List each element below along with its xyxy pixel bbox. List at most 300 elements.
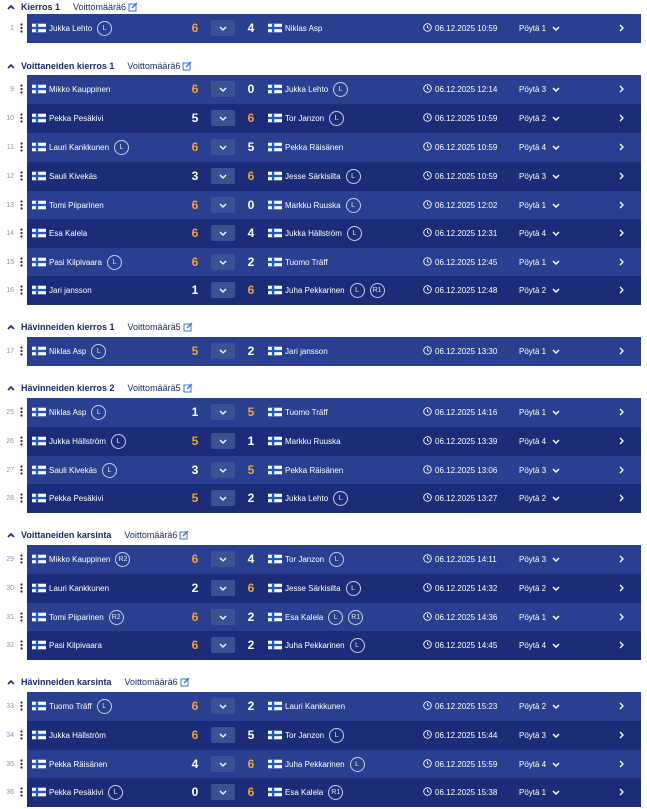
drag-handle-icon[interactable]: [16, 493, 26, 503]
match-number: 13: [6, 201, 14, 209]
chevron-right-icon[interactable]: [617, 613, 625, 621]
drag-handle-icon[interactable]: [16, 554, 26, 564]
drag-handle-icon[interactable]: [16, 465, 26, 475]
expand-score-button[interactable]: [211, 727, 235, 743]
match-number: 1: [10, 24, 14, 32]
player-two[interactable]: [263, 436, 423, 446]
player-one[interactable]: [27, 84, 185, 94]
match-row[interactable]: [0, 484, 647, 513]
table-select[interactable]: [519, 229, 581, 238]
table-select[interactable]: [519, 286, 581, 295]
match-row[interactable]: [0, 276, 647, 305]
match-row[interactable]: [0, 631, 647, 660]
player-one-score: 6: [191, 255, 199, 270]
table-select[interactable]: [519, 143, 581, 152]
match-number: 32: [6, 641, 14, 649]
player-badge: L: [107, 255, 122, 270]
player-one-score: 6: [191, 21, 199, 36]
table-select[interactable]: [519, 613, 581, 622]
player-one[interactable]: [27, 344, 185, 359]
player-two-score: 4: [247, 21, 255, 36]
expand-score-button[interactable]: [211, 756, 235, 772]
match-time-text: 06.12.2025 15:59: [435, 759, 498, 769]
drag-handle-icon[interactable]: [16, 23, 26, 33]
table-select[interactable]: [519, 172, 581, 181]
drag-handle-icon[interactable]: [16, 257, 26, 267]
player-two[interactable]: [263, 465, 423, 475]
match-time-text: 06.12.2025 12:48: [435, 285, 498, 295]
clock-icon: [423, 583, 435, 594]
chevron-right-icon[interactable]: [617, 24, 625, 32]
match-bar: [27, 721, 641, 750]
player-two-name: Tor Janzon: [285, 730, 325, 740]
finland-flag-icon: [268, 730, 282, 740]
player-badge: R2: [115, 552, 130, 567]
drag-handle-icon[interactable]: [16, 730, 26, 740]
round-section: [0, 320, 647, 334]
table-select[interactable]: [519, 408, 581, 417]
chevron-up-icon[interactable]: [6, 322, 16, 332]
table-select-value: Pöytä 1: [519, 787, 547, 797]
player-one-name: Esa Kalela: [49, 228, 88, 238]
player-two-score: 2: [247, 255, 255, 270]
drag-handle-icon[interactable]: [16, 787, 26, 797]
player-two-score: 6: [247, 283, 255, 298]
clock-icon: [423, 142, 435, 153]
player-one-name: Pasi Kilpivaara: [49, 257, 102, 267]
chevron-down-icon[interactable]: [546, 286, 560, 295]
match-row[interactable]: [0, 14, 647, 43]
chevron-right-icon[interactable]: [617, 408, 625, 416]
match-number: 34: [6, 731, 14, 739]
edit-icon[interactable]: [183, 322, 193, 332]
table-select[interactable]: [519, 437, 581, 446]
player-one-score: 0: [191, 785, 199, 800]
expand-score-button[interactable]: [211, 254, 235, 270]
player-one[interactable]: [27, 610, 185, 625]
drag-handle-icon[interactable]: [16, 759, 26, 769]
clock-icon: [423, 200, 435, 211]
player-two[interactable]: [263, 638, 423, 653]
match-time-text: 06.12.2025 10:59: [435, 113, 498, 123]
player-two[interactable]: [263, 785, 423, 800]
clock-icon: [423, 436, 435, 447]
table-select[interactable]: [519, 731, 581, 740]
drag-handle-icon[interactable]: [16, 200, 26, 210]
clock-icon: [423, 787, 435, 798]
match-time-text: 06.12.2025 12:02: [435, 200, 498, 210]
clock-icon: [423, 346, 435, 357]
win-count-label: Voittomäärä5: [127, 322, 181, 332]
table-select[interactable]: [519, 584, 581, 593]
finland-flag-icon: [32, 759, 46, 769]
chevron-down-icon[interactable]: [546, 731, 560, 740]
chevron-down-icon[interactable]: [546, 613, 560, 622]
player-one-name: Sauli Kivekäs: [49, 465, 98, 475]
chevron-down-icon[interactable]: [546, 555, 560, 564]
drag-handle-icon[interactable]: [16, 436, 26, 446]
table-select-value: Pöytä 4: [519, 436, 547, 446]
finland-flag-icon: [268, 142, 282, 152]
player-two[interactable]: [263, 257, 423, 267]
expand-score-button[interactable]: [211, 637, 235, 653]
round-title: Hävinneiden kierros 2: [21, 383, 115, 393]
finland-flag-icon: [268, 285, 282, 295]
match-time: [423, 346, 519, 357]
chevron-down-icon[interactable]: [546, 641, 560, 650]
player-one[interactable]: [27, 730, 185, 740]
player-badge: L: [347, 226, 362, 241]
drag-handle-icon[interactable]: [16, 84, 26, 94]
win-count-label: Voittomäärä6: [124, 530, 178, 540]
match-number: 17: [6, 347, 14, 355]
round-header[interactable]: [0, 381, 647, 395]
chevron-right-icon[interactable]: [617, 258, 625, 266]
match-row[interactable]: [0, 545, 647, 574]
match-row[interactable]: [0, 427, 647, 456]
match-time: [423, 285, 519, 296]
match-bar: [27, 631, 641, 660]
player-two-name: Juha Pekkarinen: [285, 759, 345, 769]
table-select[interactable]: [519, 24, 581, 33]
player-badge: L: [91, 344, 106, 359]
chevron-down-icon[interactable]: [546, 114, 560, 123]
round-header[interactable]: [0, 59, 647, 73]
drag-handle-icon[interactable]: [16, 285, 26, 295]
chevron-right-icon[interactable]: [617, 760, 625, 768]
expand-score-button[interactable]: [211, 343, 235, 359]
player-two[interactable]: [263, 581, 423, 596]
player-two[interactable]: [263, 728, 423, 743]
chevron-down-icon[interactable]: [546, 584, 560, 593]
match-row[interactable]: [0, 248, 647, 277]
match-bar: [27, 162, 641, 191]
match-time: [423, 640, 519, 651]
chevron-up-icon[interactable]: [6, 677, 16, 687]
match-bar: [27, 484, 641, 513]
win-count-label: Voittomäärä5: [127, 383, 181, 393]
player-two[interactable]: [263, 491, 423, 506]
drag-handle-icon[interactable]: [16, 171, 26, 181]
player-one-score: 6: [191, 699, 199, 714]
player-one-name: Jari jansson: [49, 285, 92, 295]
drag-handle-icon[interactable]: [16, 612, 26, 622]
player-one[interactable]: [27, 493, 185, 503]
table-select[interactable]: [519, 641, 581, 650]
player-one-score: 5: [191, 491, 199, 506]
chevron-up-icon[interactable]: [6, 61, 16, 71]
chevron-up-icon[interactable]: [6, 530, 16, 540]
player-one[interactable]: [27, 583, 185, 593]
table-select[interactable]: [519, 702, 581, 711]
player-one[interactable]: [27, 228, 185, 238]
chevron-down-icon[interactable]: [546, 437, 560, 446]
player-two[interactable]: [263, 23, 423, 33]
chevron-right-icon[interactable]: [617, 788, 625, 796]
player-two[interactable]: [263, 169, 423, 184]
finland-flag-icon: [32, 436, 46, 446]
table-select[interactable]: [519, 494, 581, 503]
expand-score-button[interactable]: [211, 139, 235, 155]
expand-score-button[interactable]: [211, 282, 235, 298]
expand-score-button[interactable]: [211, 784, 235, 800]
drag-handle-icon[interactable]: [16, 583, 26, 593]
chevron-right-icon[interactable]: [617, 85, 625, 93]
match-row[interactable]: [0, 574, 647, 603]
player-one[interactable]: [27, 759, 185, 769]
player-one-score: 2: [191, 581, 199, 596]
player-one[interactable]: [27, 200, 185, 210]
chevron-down-icon[interactable]: [546, 258, 560, 267]
player-one[interactable]: [27, 113, 185, 123]
drag-handle-icon[interactable]: [16, 640, 26, 650]
edit-icon[interactable]: [182, 61, 192, 71]
chevron-down-icon[interactable]: [546, 788, 560, 797]
player-two-name: Juha Pekkarinen: [285, 640, 345, 650]
player-two[interactable]: [263, 111, 423, 126]
chevron-down-icon[interactable]: [546, 408, 560, 417]
player-two-score: 2: [247, 638, 255, 653]
match-time: [423, 23, 519, 34]
player-one-name: Lauri Kankkunen: [49, 583, 110, 593]
match-bar: [27, 337, 641, 366]
finland-flag-icon: [268, 346, 282, 356]
expand-score-button[interactable]: [211, 490, 235, 506]
match-time-text: 06.12.2025 15:23: [435, 701, 498, 711]
player-one[interactable]: [27, 140, 185, 155]
chevron-right-icon[interactable]: [617, 702, 625, 710]
match-time: [423, 759, 519, 770]
player-one-name: Pekka Pesäkivi: [49, 787, 104, 797]
player-two-name: Tuomo Träff: [285, 257, 328, 267]
table-select-value: Pöytä 1: [519, 200, 547, 210]
chevron-down-icon[interactable]: [546, 172, 560, 181]
finland-flag-icon: [268, 640, 282, 650]
table-select[interactable]: [519, 85, 581, 94]
player-two-score: 0: [247, 82, 255, 97]
drag-handle-icon[interactable]: [16, 407, 26, 417]
expand-score-button[interactable]: [211, 433, 235, 449]
player-two[interactable]: [263, 226, 423, 241]
chevron-down-icon[interactable]: [546, 494, 560, 503]
player-one[interactable]: [27, 285, 185, 295]
expand-score-button[interactable]: [211, 551, 235, 567]
expand-score-button[interactable]: [211, 580, 235, 596]
table-select[interactable]: [519, 114, 581, 123]
player-two[interactable]: [263, 198, 423, 213]
player-two[interactable]: [263, 552, 423, 567]
player-one[interactable]: [27, 785, 185, 800]
clock-icon: [423, 113, 435, 124]
drag-handle-icon[interactable]: [16, 346, 26, 356]
drag-handle-icon[interactable]: [16, 228, 26, 238]
match-time: [423, 583, 519, 594]
edit-icon[interactable]: [180, 677, 190, 687]
player-two[interactable]: [263, 346, 423, 356]
match-row[interactable]: [0, 692, 647, 721]
player-two-name: Pekka Räisänen: [285, 142, 344, 152]
player-one-name: Niklas Asp: [49, 346, 87, 356]
finland-flag-icon: [32, 701, 46, 711]
chevron-right-icon[interactable]: [617, 494, 625, 502]
player-two[interactable]: [263, 283, 423, 298]
clock-icon: [423, 493, 435, 504]
player-two[interactable]: [263, 610, 423, 625]
player-one[interactable]: [27, 405, 185, 420]
table-select[interactable]: [519, 201, 581, 210]
player-two[interactable]: [263, 142, 423, 152]
player-one[interactable]: [27, 434, 185, 449]
table-select[interactable]: [519, 347, 581, 356]
match-number: 30: [6, 584, 14, 592]
table-select[interactable]: [519, 788, 581, 797]
player-one[interactable]: [27, 21, 185, 36]
chevron-down-icon[interactable]: [546, 702, 560, 711]
player-one-name: Pekka Pesäkivi: [49, 113, 104, 123]
chevron-down-icon[interactable]: [546, 466, 560, 475]
player-one-score: 5: [191, 344, 199, 359]
win-count-label: Voittomäärä6: [127, 61, 181, 71]
table-select[interactable]: [519, 466, 581, 475]
chevron-right-icon[interactable]: [617, 466, 625, 474]
round-header[interactable]: [0, 675, 647, 689]
player-two-score: 5: [247, 463, 255, 478]
finland-flag-icon: [268, 113, 282, 123]
chevron-down-icon[interactable]: [546, 229, 560, 238]
clock-icon: [423, 171, 435, 182]
expand-score-button[interactable]: [211, 609, 235, 625]
chevron-down-icon[interactable]: [546, 347, 560, 356]
player-one-score: 1: [191, 405, 199, 420]
match-row[interactable]: [0, 191, 647, 220]
match-row[interactable]: [0, 104, 647, 133]
match-time-text: 06.12.2025 10:59: [435, 23, 498, 33]
player-one[interactable]: [27, 171, 185, 181]
player-two[interactable]: [263, 701, 423, 711]
player-badge: L: [97, 699, 112, 714]
match-time-text: 06.12.2025 10:59: [435, 142, 498, 152]
player-one-score: 6: [191, 198, 199, 213]
expand-score-button[interactable]: [211, 698, 235, 714]
chevron-right-icon[interactable]: [617, 229, 625, 237]
chevron-right-icon[interactable]: [617, 347, 625, 355]
match-bar: [27, 398, 641, 427]
table-select[interactable]: [519, 760, 581, 769]
expand-score-button[interactable]: [211, 20, 235, 36]
player-two[interactable]: [263, 407, 423, 417]
chevron-down-icon[interactable]: [546, 24, 560, 33]
round-header[interactable]: [0, 0, 647, 14]
chevron-right-icon[interactable]: [617, 143, 625, 151]
drag-handle-icon[interactable]: [16, 142, 26, 152]
clock-icon: [423, 84, 435, 95]
expand-score-button[interactable]: [211, 81, 235, 97]
chevron-right-icon[interactable]: [617, 555, 625, 563]
chevron-up-icon[interactable]: [6, 383, 16, 393]
finland-flag-icon: [32, 171, 46, 181]
match-row[interactable]: [0, 162, 647, 191]
round-section: [0, 59, 647, 73]
player-two-name: Lauri Kankkunen: [285, 701, 346, 711]
match-row[interactable]: [0, 75, 647, 104]
player-one[interactable]: [27, 552, 185, 567]
edit-icon[interactable]: [179, 530, 189, 540]
player-badge: R1: [328, 785, 343, 800]
expand-score-button[interactable]: [211, 110, 235, 126]
player-two[interactable]: [263, 757, 423, 772]
chevron-down-icon[interactable]: [546, 85, 560, 94]
player-badge: L: [346, 169, 361, 184]
player-one[interactable]: [27, 640, 185, 650]
player-one[interactable]: [27, 255, 185, 270]
table-select-value: Pöytä 1: [519, 612, 547, 622]
expand-score-button[interactable]: [211, 462, 235, 478]
chevron-right-icon[interactable]: [617, 172, 625, 180]
match-row[interactable]: [0, 219, 647, 248]
chevron-up-icon[interactable]: [6, 2, 16, 12]
player-one[interactable]: [27, 463, 185, 478]
edit-icon[interactable]: [183, 383, 193, 393]
match-row[interactable]: [0, 456, 647, 485]
chevron-right-icon[interactable]: [617, 437, 625, 445]
match-row[interactable]: [0, 778, 647, 807]
match-number: 31: [6, 613, 14, 621]
chevron-right-icon[interactable]: [617, 641, 625, 649]
chevron-down-icon[interactable]: [546, 760, 560, 769]
player-one[interactable]: [27, 699, 185, 714]
round-header[interactable]: [0, 528, 647, 542]
expand-score-button[interactable]: [211, 404, 235, 420]
table-select[interactable]: [519, 555, 581, 564]
chevron-down-icon[interactable]: [546, 201, 560, 210]
round-header[interactable]: [0, 320, 647, 334]
match-row[interactable]: [0, 750, 647, 779]
table-select-value: Pöytä 3: [519, 554, 547, 564]
drag-handle-icon[interactable]: [16, 701, 26, 711]
chevron-right-icon[interactable]: [617, 201, 625, 209]
round-title: Kierros 1: [21, 2, 61, 12]
table-select-value: Pöytä 1: [519, 407, 547, 417]
match-row[interactable]: [0, 721, 647, 750]
match-row[interactable]: [0, 603, 647, 632]
match-row[interactable]: [0, 133, 647, 162]
player-two[interactable]: [263, 82, 423, 97]
win-count-label: Voittomäärä6: [73, 2, 127, 12]
table-select[interactable]: [519, 258, 581, 267]
drag-handle-icon[interactable]: [16, 113, 26, 123]
finland-flag-icon: [32, 23, 46, 33]
finland-flag-icon: [268, 612, 282, 622]
chevron-down-icon[interactable]: [546, 143, 560, 152]
player-two-score: 5: [247, 405, 255, 420]
chevron-right-icon[interactable]: [617, 286, 625, 294]
player-one-name: Jukka Lehto: [49, 23, 93, 33]
edit-icon[interactable]: [128, 2, 138, 12]
chevron-right-icon[interactable]: [617, 731, 625, 739]
round-section: [0, 675, 647, 689]
expand-score-button[interactable]: [211, 168, 235, 184]
player-badge: L: [329, 728, 344, 743]
expand-score-button[interactable]: [211, 225, 235, 241]
match-row[interactable]: [0, 398, 647, 427]
match-row[interactable]: [0, 337, 647, 366]
match-number: 14: [6, 229, 14, 237]
chevron-right-icon[interactable]: [617, 584, 625, 592]
player-one-name: Sauli Kivekäs: [49, 171, 98, 181]
chevron-right-icon[interactable]: [617, 114, 625, 122]
clock-icon: [423, 730, 435, 741]
expand-score-button[interactable]: [211, 197, 235, 213]
